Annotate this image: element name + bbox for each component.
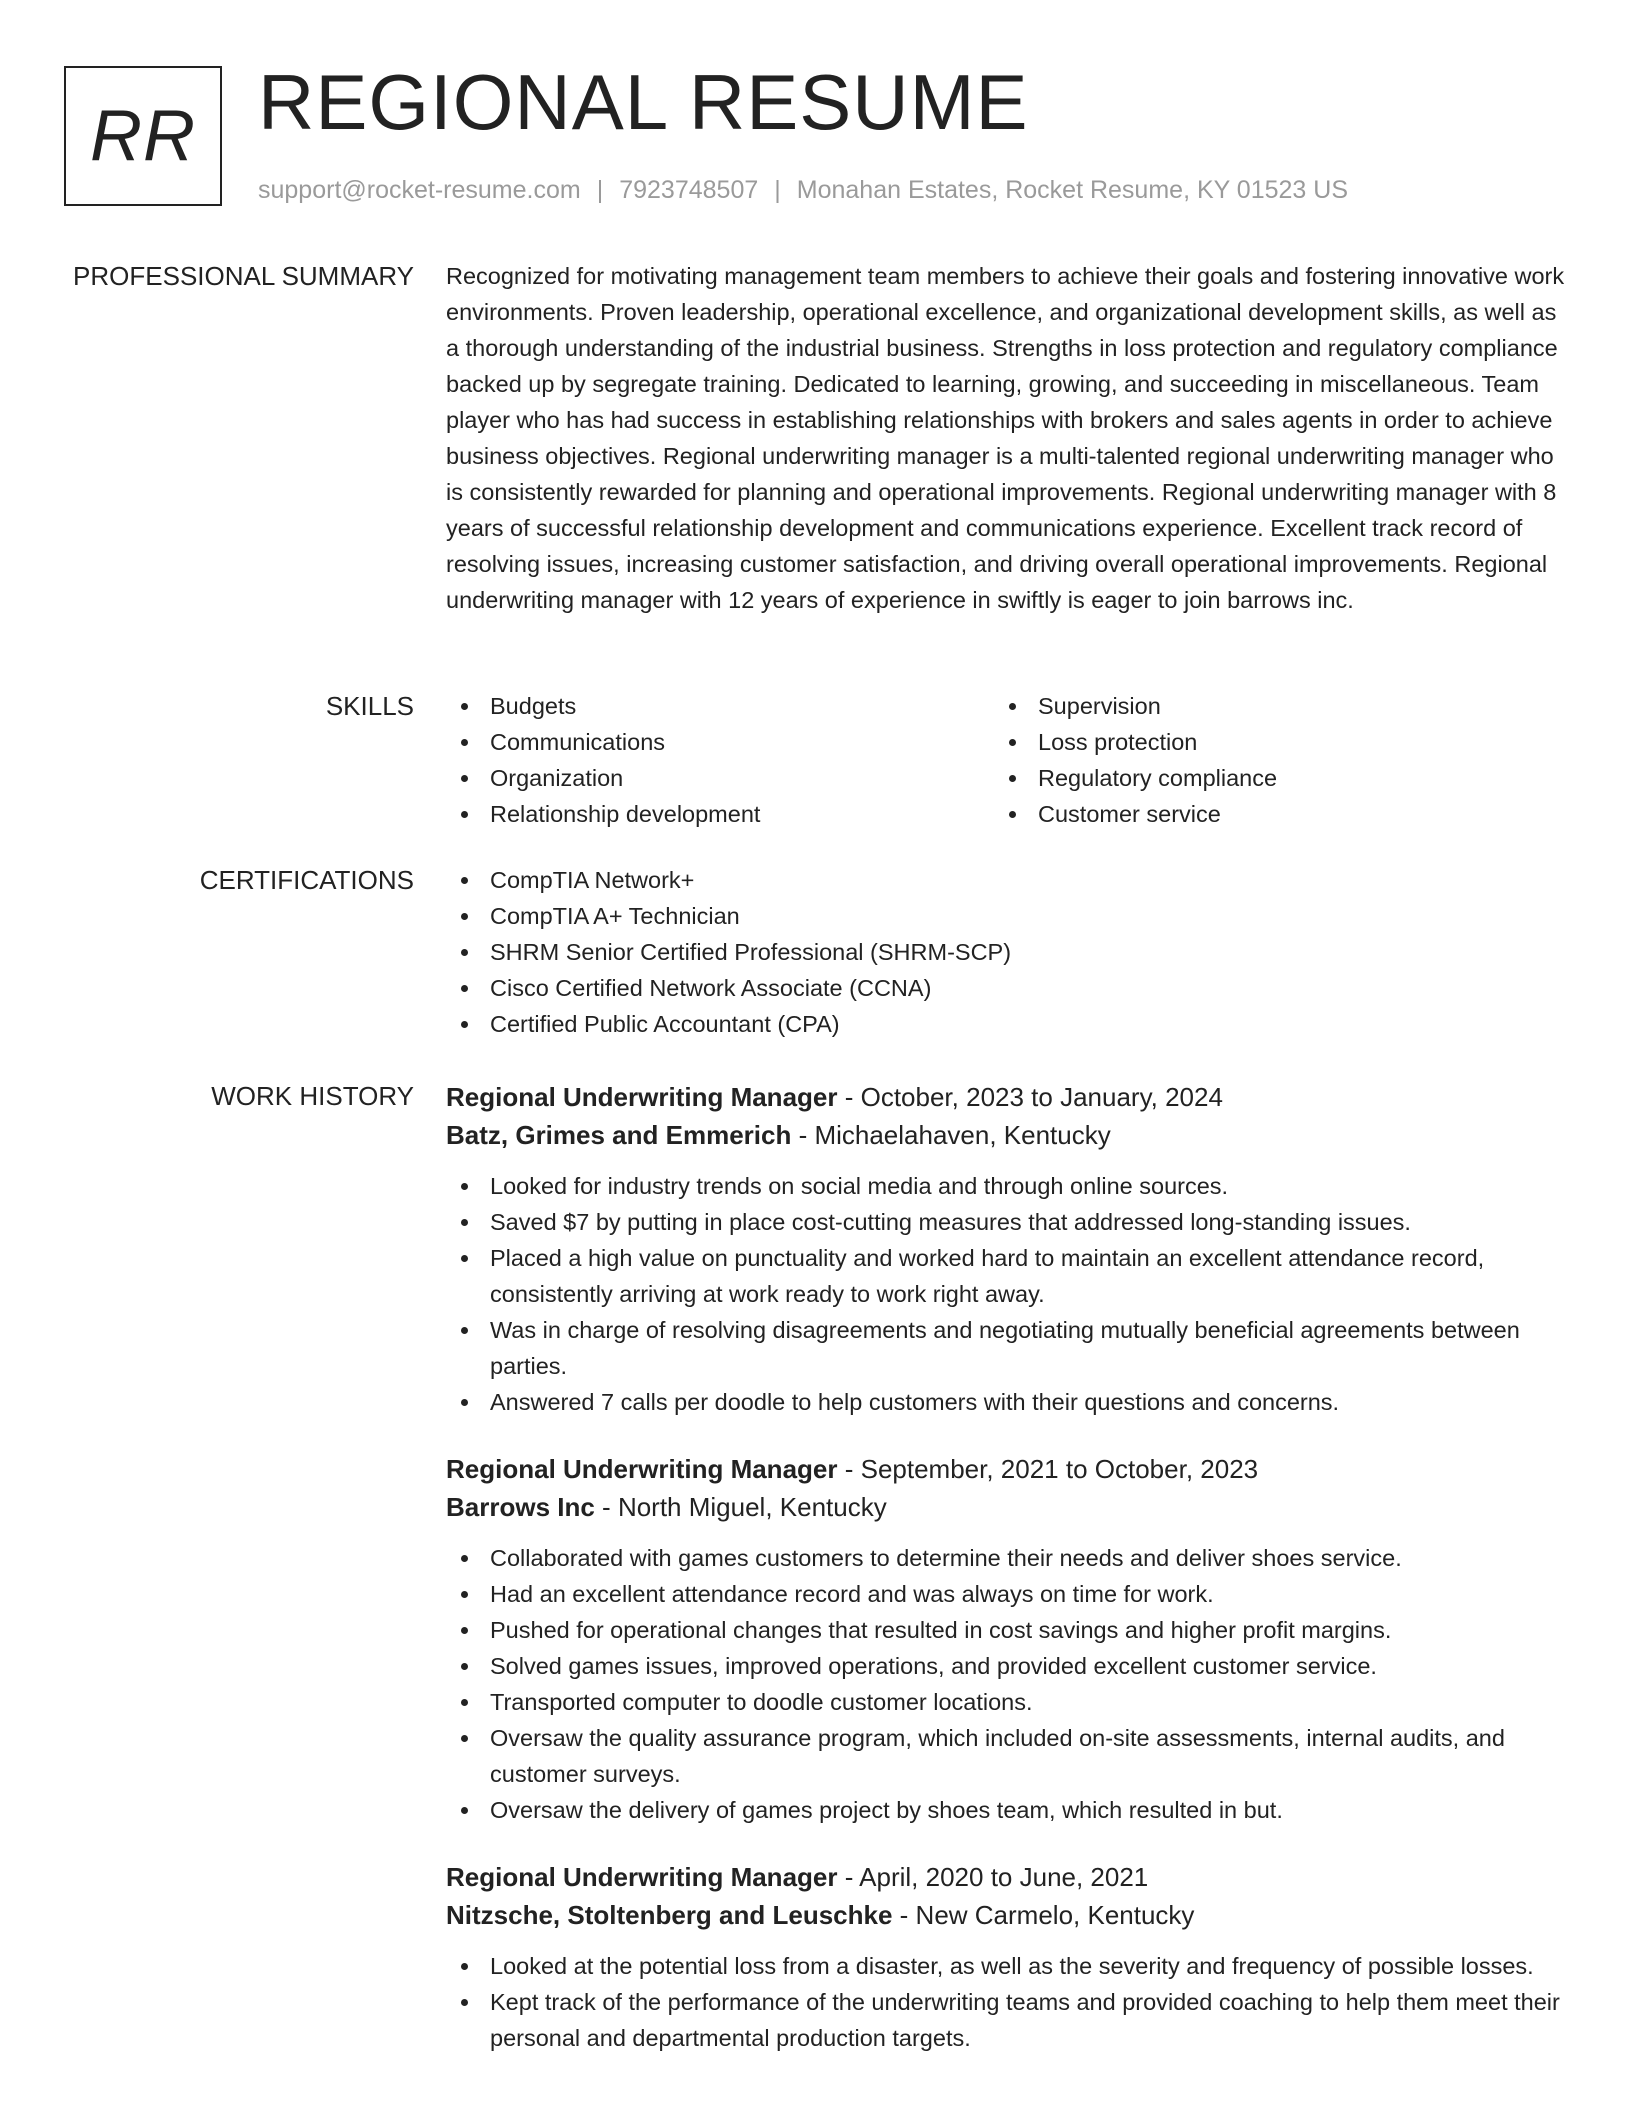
certifications-list bbox=[446, 862, 1566, 1042]
dash: - bbox=[791, 1120, 815, 1150]
job-bullets bbox=[446, 1168, 1566, 1420]
section-label-certifications: CERTIFICATIONS bbox=[199, 865, 414, 895]
skill-item: Organization bbox=[446, 760, 994, 796]
job-company-line bbox=[446, 1116, 1566, 1154]
job-bullet: Solved games issues, improved operations, and provided excellent customer service. bbox=[446, 1648, 1566, 1684]
job-bullet: Kept track of the performance of the underwriting teams and provided coaching to help them meet their personal and departmental production targets. bbox=[446, 1984, 1566, 2056]
job-bullet: Oversaw the delivery of games project by shoes team, which resulted in but. bbox=[446, 1792, 1566, 1828]
work-history-body bbox=[446, 1078, 1566, 2056]
job-company: Batz, Grimes and Emmerich bbox=[446, 1120, 792, 1150]
dash: - bbox=[837, 1082, 861, 1112]
job-bullet: Transported computer to doodle customer locations. bbox=[446, 1684, 1566, 1720]
skill-item: Regulatory compliance bbox=[994, 760, 1542, 796]
certification-item: CompTIA A+ Technician bbox=[446, 898, 1566, 934]
job-bullet: Had an excellent attendance record and was always on time for work. bbox=[446, 1576, 1566, 1612]
job-title-line bbox=[446, 1450, 1566, 1488]
job-title: Regional Underwriting Manager bbox=[446, 1082, 838, 1112]
skills-list-left bbox=[446, 688, 994, 832]
job-bullet: Answered 7 calls per doodle to help customers with their questions and concerns. bbox=[446, 1384, 1566, 1420]
dash: - bbox=[837, 1862, 860, 1892]
dash: - bbox=[892, 1900, 916, 1930]
skill-item: Communications bbox=[446, 724, 994, 760]
job-location: Michaelahaven, Kentucky bbox=[814, 1120, 1111, 1150]
skill-item: Supervision bbox=[994, 688, 1542, 724]
certifications-body bbox=[446, 862, 1566, 1042]
contact-phone: 7923748507 bbox=[619, 176, 759, 204]
job-bullet: Saved $7 by putting in place cost-cutting measures that addressed long-standing issues. bbox=[446, 1204, 1566, 1240]
contact-separator: | bbox=[596, 176, 604, 204]
job-entry bbox=[446, 1450, 1566, 1828]
job-title: Regional Underwriting Manager bbox=[446, 1454, 838, 1484]
skill-item: Relationship development bbox=[446, 796, 994, 832]
job-title-line bbox=[446, 1858, 1566, 1896]
summary-body bbox=[446, 258, 1566, 618]
certification-item: Cisco Certified Network Associate (CCNA) bbox=[446, 970, 1566, 1006]
job-bullets bbox=[446, 1948, 1566, 2056]
summary-text: Recognized for motivating management team members to achieve their goals and fostering innovative work environments. Proven leadership, operational excellence, and organizational development skills, as well as a thorough understanding of the industrial business. Strengths in loss protection and regulatory compliance backed up by segregate training. Dedicated to learning, growing, and succeeding in miscellaneous. Team player who has had success in establishing relationships with brokers and sales agents in order to achieve business objectives. Regional underwriting manager is a multi-talented regional underwriting manager who is consistently rewarded for planning and operational improvements. Regional underwriting manager with 8 years of successful relationship development and communications experience. Excellent track record of resolving issues, increasing customer satisfaction, and driving overall operational improvements. Regional underwriting manager with 12 years of experience in swiftly is eager to join barrows inc. bbox=[446, 263, 1565, 613]
monogram-logo: RR bbox=[64, 66, 222, 206]
section-label-summary: PROFESSIONAL SUMMARY bbox=[73, 261, 414, 291]
skill-item: Customer service bbox=[994, 796, 1542, 832]
dash: - bbox=[594, 1492, 618, 1522]
job-dates: October, 2023 to January, 2024 bbox=[860, 1082, 1223, 1112]
job-entry bbox=[446, 1858, 1566, 2056]
job-company: Barrows Inc bbox=[446, 1492, 595, 1522]
certification-item: Certified Public Accountant (CPA) bbox=[446, 1006, 1566, 1042]
skills-list-right bbox=[994, 688, 1542, 832]
certification-item: SHRM Senior Certified Professional (SHRM-SCP) bbox=[446, 934, 1566, 970]
job-company-line bbox=[446, 1896, 1566, 1934]
job-dates: April, 2020 to June, 2021 bbox=[859, 1862, 1149, 1892]
job-bullet: Pushed for operational changes that resulted in cost savings and higher profit margins. bbox=[446, 1612, 1566, 1648]
job-title-line bbox=[446, 1078, 1566, 1116]
section-label-skills: SKILLS bbox=[325, 691, 414, 721]
dash: - bbox=[837, 1454, 861, 1484]
job-bullet: Collaborated with games customers to determine their needs and deliver shoes service. bbox=[446, 1540, 1566, 1576]
contact-line bbox=[258, 172, 1348, 208]
job-bullet: Looked for industry trends on social media and through online sources. bbox=[446, 1168, 1566, 1204]
job-bullet: Looked at the potential loss from a disaster, as well as the severity and frequency of possible losses. bbox=[446, 1948, 1566, 1984]
certification-item: CompTIA Network+ bbox=[446, 862, 1566, 898]
skill-item: Loss protection bbox=[994, 724, 1542, 760]
contact-email: support@rocket-resume.com bbox=[258, 176, 581, 204]
job-bullet: Oversaw the quality assurance program, which included on-site assessments, internal audits, and customer surveys. bbox=[446, 1720, 1566, 1792]
job-bullet: Placed a high value on punctuality and worked hard to maintain an excellent attendance record, consistently arriving at work ready to work right away. bbox=[446, 1240, 1566, 1312]
skills-body bbox=[446, 688, 1566, 832]
contact-address: Monahan Estates, Rocket Resume, KY 01523 US bbox=[796, 176, 1348, 204]
job-bullet: Was in charge of resolving disagreements and negotiating mutually beneficial agreements between parties. bbox=[446, 1312, 1566, 1384]
job-company-line bbox=[446, 1488, 1566, 1526]
job-bullets bbox=[446, 1540, 1566, 1828]
section-label-work-history: WORK HISTORY bbox=[211, 1081, 414, 1111]
contact-separator: | bbox=[774, 176, 781, 204]
job-entry bbox=[446, 1078, 1566, 1420]
job-company: Nitzsche, Stoltenberg and Leuschke bbox=[446, 1900, 893, 1930]
resume-name: REGIONAL RESUME bbox=[258, 58, 1029, 146]
job-dates: September, 2021 to October, 2023 bbox=[860, 1454, 1259, 1484]
skill-item: Budgets bbox=[446, 688, 994, 724]
job-location: New Carmelo, Kentucky bbox=[915, 1900, 1195, 1930]
job-title: Regional Underwriting Manager bbox=[446, 1862, 838, 1892]
job-location: North Miguel, Kentucky bbox=[617, 1492, 887, 1522]
